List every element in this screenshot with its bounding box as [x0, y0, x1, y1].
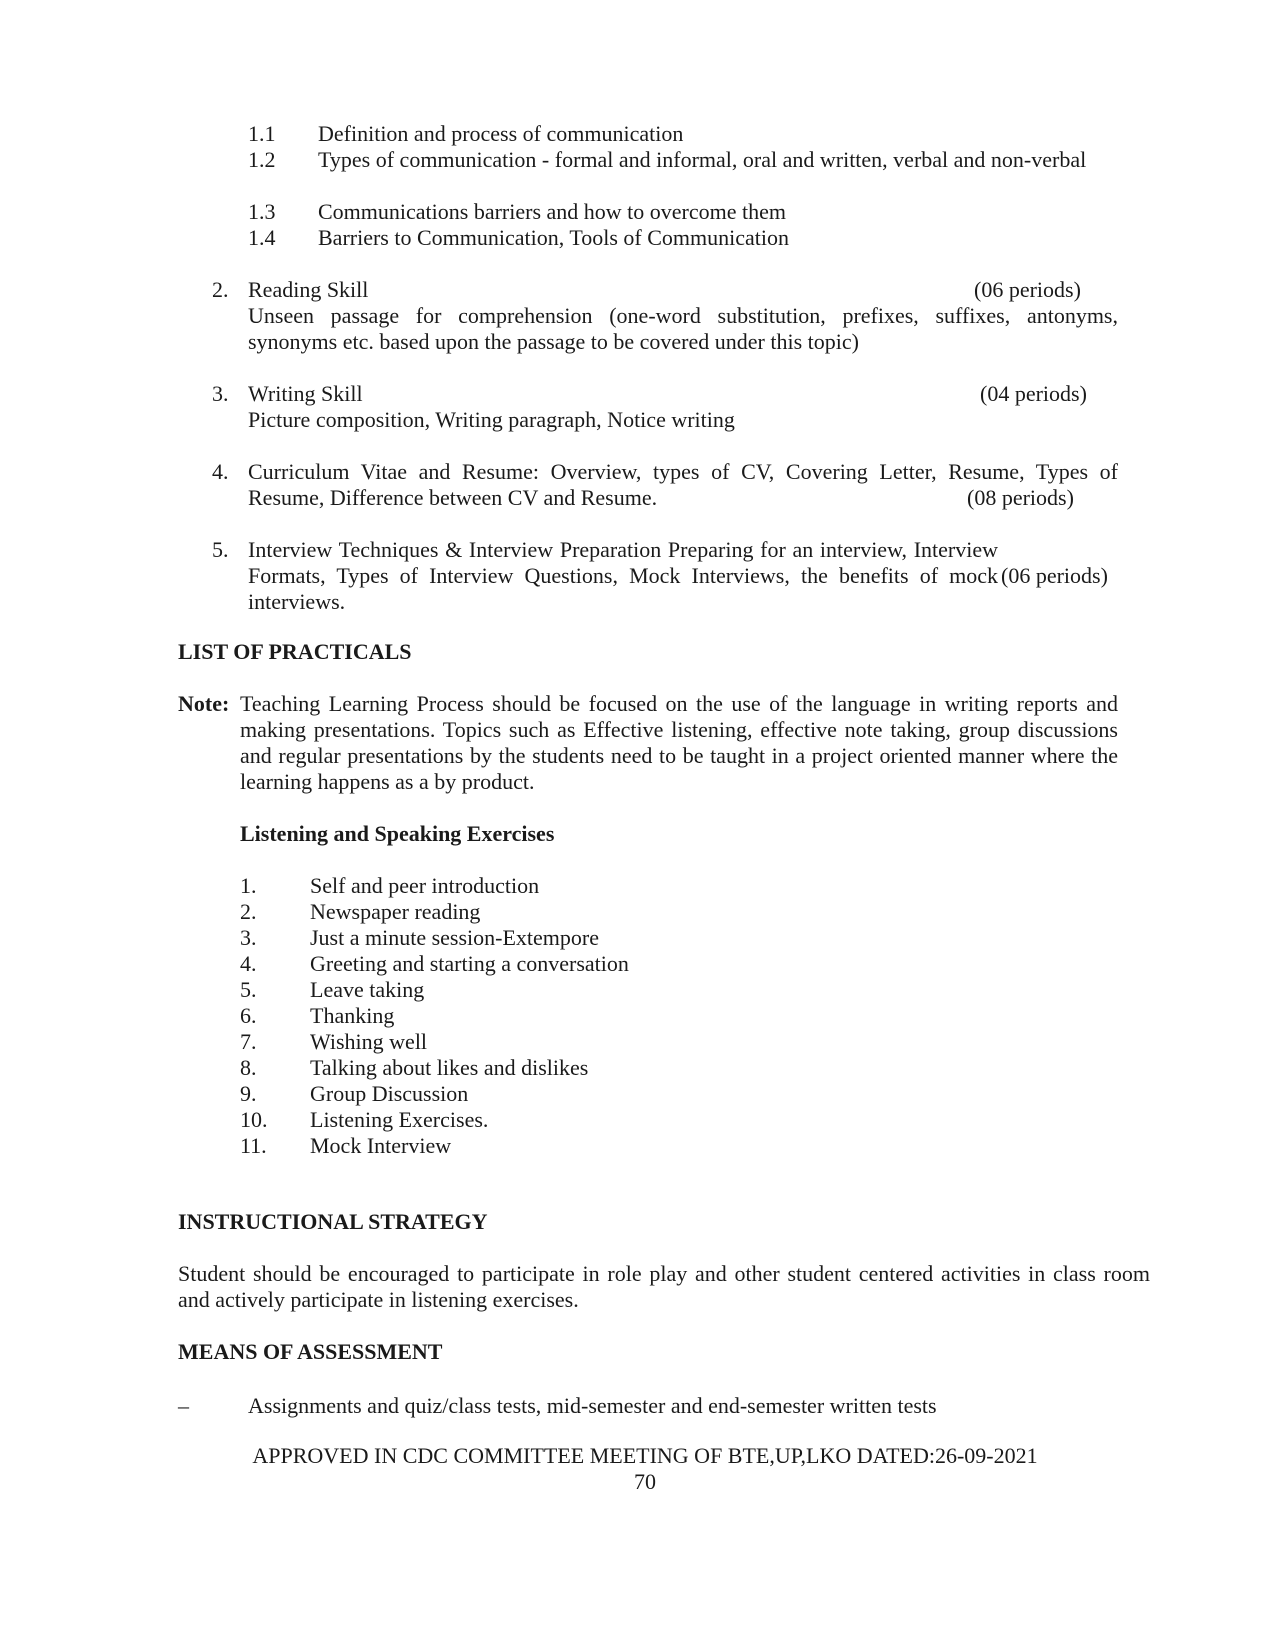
- list-text: Self and peer introduction: [310, 873, 540, 898]
- section-body: Unseen passage for comprehension (one-word substitution, prefixes, suffixes, antonyms, synonyms etc. based upon the passage to be covered under this topic): [248, 303, 1118, 354]
- list-number: 1.: [240, 873, 257, 898]
- list-text: Talking about likes and dislikes: [310, 1055, 589, 1080]
- footer-approval: APPROVED IN CDC COMMITTEE MEETING OF BTE,UP,LKO DATED:26-09-2021: [252, 1443, 1038, 1468]
- subtopic-text: Definition and process of communication: [318, 121, 684, 146]
- subtopic-text: Barriers to Communication, Tools of Communication: [318, 225, 790, 250]
- section-number: 2.: [212, 277, 229, 302]
- list-number: 9.: [240, 1081, 257, 1106]
- list-text: Just a minute session-Extempore: [310, 925, 600, 950]
- practicals-heading: LIST OF PRACTICALS: [178, 639, 412, 664]
- note-label: Note:: [178, 691, 230, 716]
- subtopic-number: 1.3: [248, 199, 276, 224]
- list-number: 7.: [240, 1029, 257, 1054]
- list-number: 6.: [240, 1003, 257, 1028]
- section-body: Interview Techniques & Interview Preparation Preparing for an interview, Interview Formats, Types of Interview Questions, Mock Interviews, the benefits of mock interviews.: [248, 537, 998, 614]
- list-text: Wishing well: [310, 1029, 428, 1054]
- subtopic-text: Communications barriers and how to overcome them: [318, 199, 786, 224]
- section-body: Curriculum Vitae and Resume: Overview, types of CV, Covering Letter, Resume, Types of Resume, Difference between CV and Resume.: [248, 459, 1118, 510]
- strategy-text: Student should be encouraged to participate in role play and other student centered activities in class room and actively participate in listening exercises.: [178, 1261, 1150, 1312]
- section-number: 3.: [212, 381, 229, 406]
- section-periods: (08 periods): [967, 485, 1074, 510]
- subtopic-number: 1.1: [248, 121, 276, 146]
- list-text: Mock Interview: [310, 1133, 452, 1158]
- section-title: Reading Skill: [248, 277, 369, 302]
- list-text: Group Discussion: [310, 1081, 469, 1106]
- assessment-text: Assignments and quiz/class tests, mid-semester and end-semester written tests: [248, 1393, 937, 1418]
- section-periods: (06 periods): [974, 277, 1081, 302]
- subtopic-number: 1.2: [248, 147, 276, 172]
- section-number: 4.: [212, 459, 229, 484]
- list-number: 4.: [240, 951, 257, 976]
- list-number: 5.: [240, 977, 257, 1002]
- section-periods: (06 periods): [1001, 563, 1108, 588]
- section-periods: (04 periods): [980, 381, 1087, 406]
- list-number: 10.: [240, 1107, 268, 1132]
- subtopic-text: Types of communication - formal and informal, oral and written, verbal and non-verbal: [318, 147, 1087, 172]
- list-number: 8.: [240, 1055, 257, 1080]
- note-text: Teaching Learning Process should be focused on the use of the language in writing reports and making presentations. Topics such as Effective listening, effective note taking, group discussions and regular presentations by the students need to be taught in a project oriented manner where the learning happens as a by product.: [240, 691, 1118, 794]
- list-text: Leave taking: [310, 977, 425, 1002]
- section-body: Picture composition, Writing paragraph, Notice writing: [248, 407, 735, 432]
- list-text: Thanking: [310, 1003, 395, 1028]
- list-number: 11.: [240, 1133, 267, 1158]
- strategy-heading: INSTRUCTIONAL STRATEGY: [178, 1209, 488, 1234]
- bullet-dash: –: [178, 1393, 189, 1418]
- assessment-heading: MEANS OF ASSESSMENT: [178, 1339, 443, 1364]
- list-text: Greeting and starting a conversation: [310, 951, 629, 976]
- subtopic-number: 1.4: [248, 225, 276, 250]
- list-number: 3.: [240, 925, 257, 950]
- section-title: Writing Skill: [248, 381, 363, 406]
- list-text: Listening Exercises.: [310, 1107, 489, 1132]
- section-number: 5.: [212, 537, 229, 562]
- page-number: 70: [634, 1469, 656, 1494]
- exercises-heading: Listening and Speaking Exercises: [240, 821, 555, 846]
- list-text: Newspaper reading: [310, 899, 481, 924]
- list-number: 2.: [240, 899, 257, 924]
